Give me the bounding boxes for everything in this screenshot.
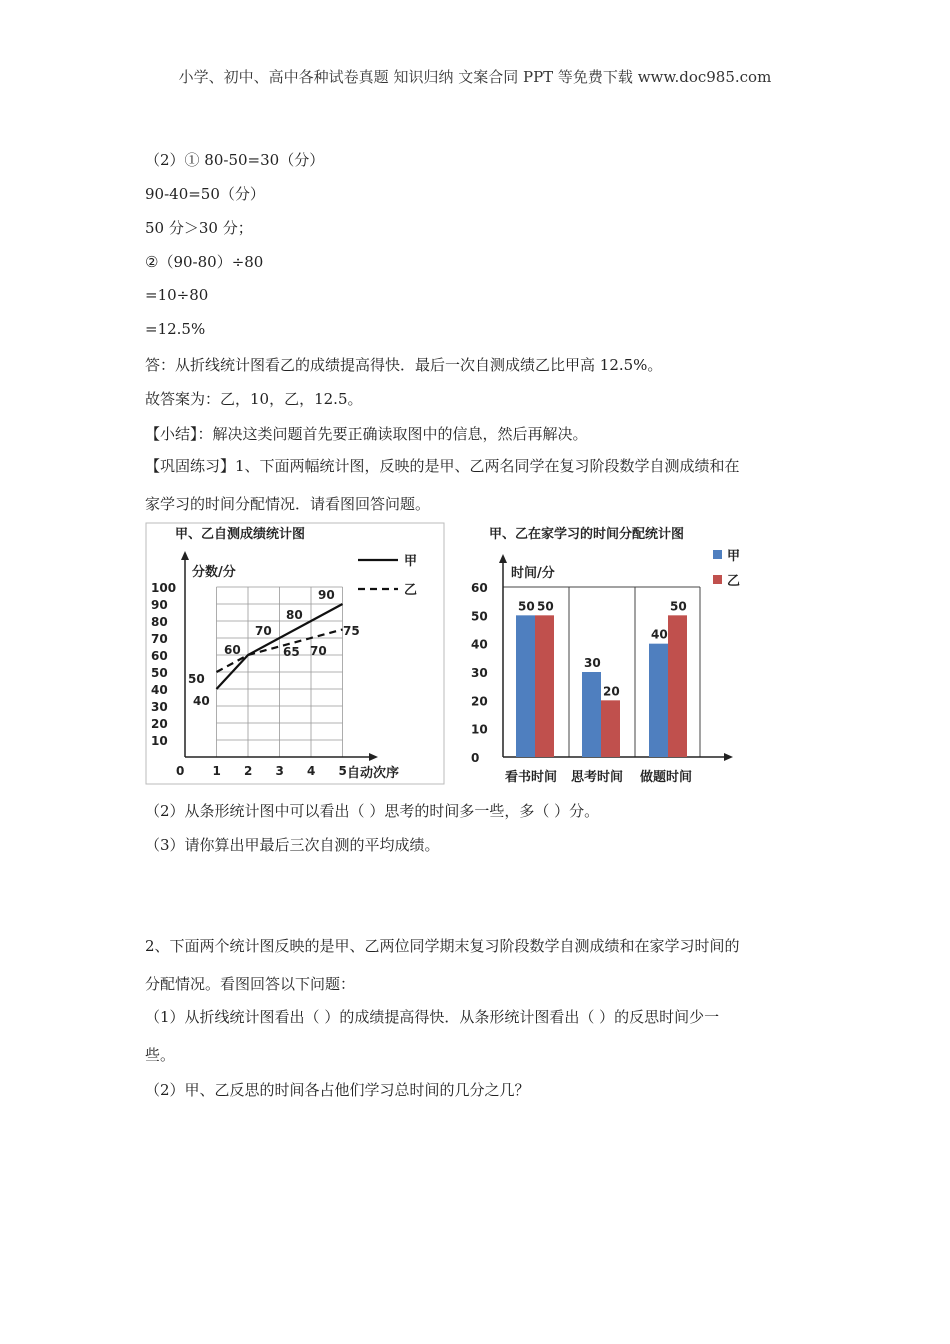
x-axis-arrow: [369, 753, 378, 761]
data-label: 60: [224, 643, 241, 657]
y-tick-label: 50: [151, 666, 168, 680]
x-tick-label: 3: [275, 764, 284, 778]
data-label: 90: [318, 588, 335, 602]
x-tick-label: 4: [307, 764, 316, 778]
line-chart: [145, 521, 445, 786]
y-tick-label: 40: [471, 637, 488, 652]
legend-label: 乙: [404, 583, 418, 598]
text-line: ②（90-80）÷80: [145, 253, 264, 271]
text-line: 些。: [145, 1046, 176, 1064]
legend-label: 乙: [727, 574, 741, 589]
y-tick-label: 10: [471, 722, 488, 737]
x-axis-label: 自动次序: [347, 766, 400, 781]
y-axis-label: 分数/分: [192, 565, 236, 580]
y-axis-label: 时间/分: [511, 566, 555, 581]
y-tick-label: 70: [151, 632, 168, 646]
question-line: （1）从折线统计图看出（ ）的成绩提高得快．从条形统计图看出（ ）的反思时间少一: [145, 1008, 720, 1026]
y-axis-arrow: [181, 551, 189, 560]
y-axis-arrow: [499, 554, 507, 563]
y-tick-label: 30: [471, 666, 488, 680]
bar: [516, 615, 535, 757]
legend-label: 甲: [727, 549, 741, 564]
legend-swatch: [713, 575, 722, 584]
data-label: 40: [193, 694, 210, 708]
x-tick-label: 2: [244, 764, 253, 778]
legend-label: 甲: [404, 554, 418, 569]
question-heading: 2、下面两个统计图反映的是甲、乙两位同学期末复习阶段数学自测成绩和在家学习时间的: [145, 937, 740, 955]
bar: [668, 615, 687, 757]
bar-value-label: 50: [518, 599, 535, 614]
data-label: 70: [310, 644, 327, 658]
text-line: （2）① 80-50=30（分）: [145, 151, 325, 169]
bar-value-label: 30: [584, 656, 601, 670]
x-axis-arrow: [724, 753, 733, 761]
text-line: 50 分＞30 分；: [145, 219, 253, 237]
y-tick-label: 80: [151, 615, 168, 629]
question-line: （2）甲、乙反思的时间各占他们学习总时间的几分之几？: [145, 1081, 530, 1099]
bar: [649, 644, 668, 757]
summary-line: 【小结】：解决这类问题首先要正确读取图中的信息，然后再解决。: [145, 425, 588, 443]
exercise-heading: 【巩固练习】1、下面两幅统计图，反映的是甲、乙两名同学在复习阶段数学自测成绩和在: [145, 457, 740, 475]
y-tick-label: 60: [151, 649, 168, 663]
y-tick-label: 20: [151, 717, 168, 731]
question-line: （3）请你算出甲最后三次自测的平均成绩。: [145, 836, 440, 854]
x-tick-label: 0: [176, 764, 185, 778]
chart-title: 甲、乙自测成绩统计图: [175, 527, 306, 542]
bar-value-label: 50: [537, 599, 554, 614]
y-tick-label: 60: [471, 581, 488, 595]
text-line: =12.5%: [145, 320, 206, 338]
data-label: 80: [286, 608, 303, 622]
y-tick-label: 0: [471, 751, 480, 765]
x-tick-label: 5: [338, 764, 347, 778]
y-tick-label: 90: [151, 598, 168, 612]
y-tick-label: 30: [151, 700, 168, 714]
y-tick-label: 40: [151, 683, 168, 697]
bar-chart: [445, 521, 745, 786]
data-label: 65: [283, 645, 300, 659]
text-line: =10÷80: [145, 286, 209, 304]
x-tick-label: 做题时间: [640, 770, 693, 785]
data-label: 50: [188, 672, 205, 686]
charts-area: [145, 521, 745, 786]
legend-swatch: [713, 550, 722, 559]
y-tick-label: 50: [471, 609, 488, 624]
x-tick-label: 思考时间: [571, 770, 624, 785]
bar: [582, 672, 601, 757]
text-line: 90-40=50（分）: [145, 185, 265, 203]
x-tick-label: 1: [212, 764, 221, 778]
answer-line: 故答案为：乙，10，乙，12.5。: [145, 390, 363, 408]
data-label: 75: [343, 624, 360, 638]
bar: [535, 615, 554, 757]
page-header: 小学、初中、高中各种试卷真题 知识归纳 文案合同 PPT 等免费下载 www.doc985.com: [178, 68, 772, 86]
answer-line: 答：从折线统计图看乙的成绩提高得快．最后一次自测成绩乙比甲高 12.5%。: [145, 356, 663, 374]
text-line: 家学习的时间分配情况．请看图回答问题。: [145, 495, 431, 513]
x-tick-label: 看书时间: [505, 770, 558, 785]
bar-value-label: 40: [651, 627, 668, 642]
data-label: 70: [255, 624, 272, 638]
text-line: 分配情况。看图回答以下问题：: [145, 975, 356, 993]
question-line: （2）从条形统计图中可以看出（ ）思考的时间多一些，多（ ）分。: [145, 802, 600, 820]
y-tick-label: 10: [151, 734, 168, 748]
bar-value-label: 20: [603, 684, 620, 699]
y-tick-label: 100: [151, 581, 177, 595]
bar: [601, 700, 620, 757]
chart-title: 甲、乙在家学习的时间分配统计图: [489, 527, 685, 542]
bar-value-label: 50: [670, 599, 687, 614]
y-tick-label: 20: [471, 694, 488, 709]
